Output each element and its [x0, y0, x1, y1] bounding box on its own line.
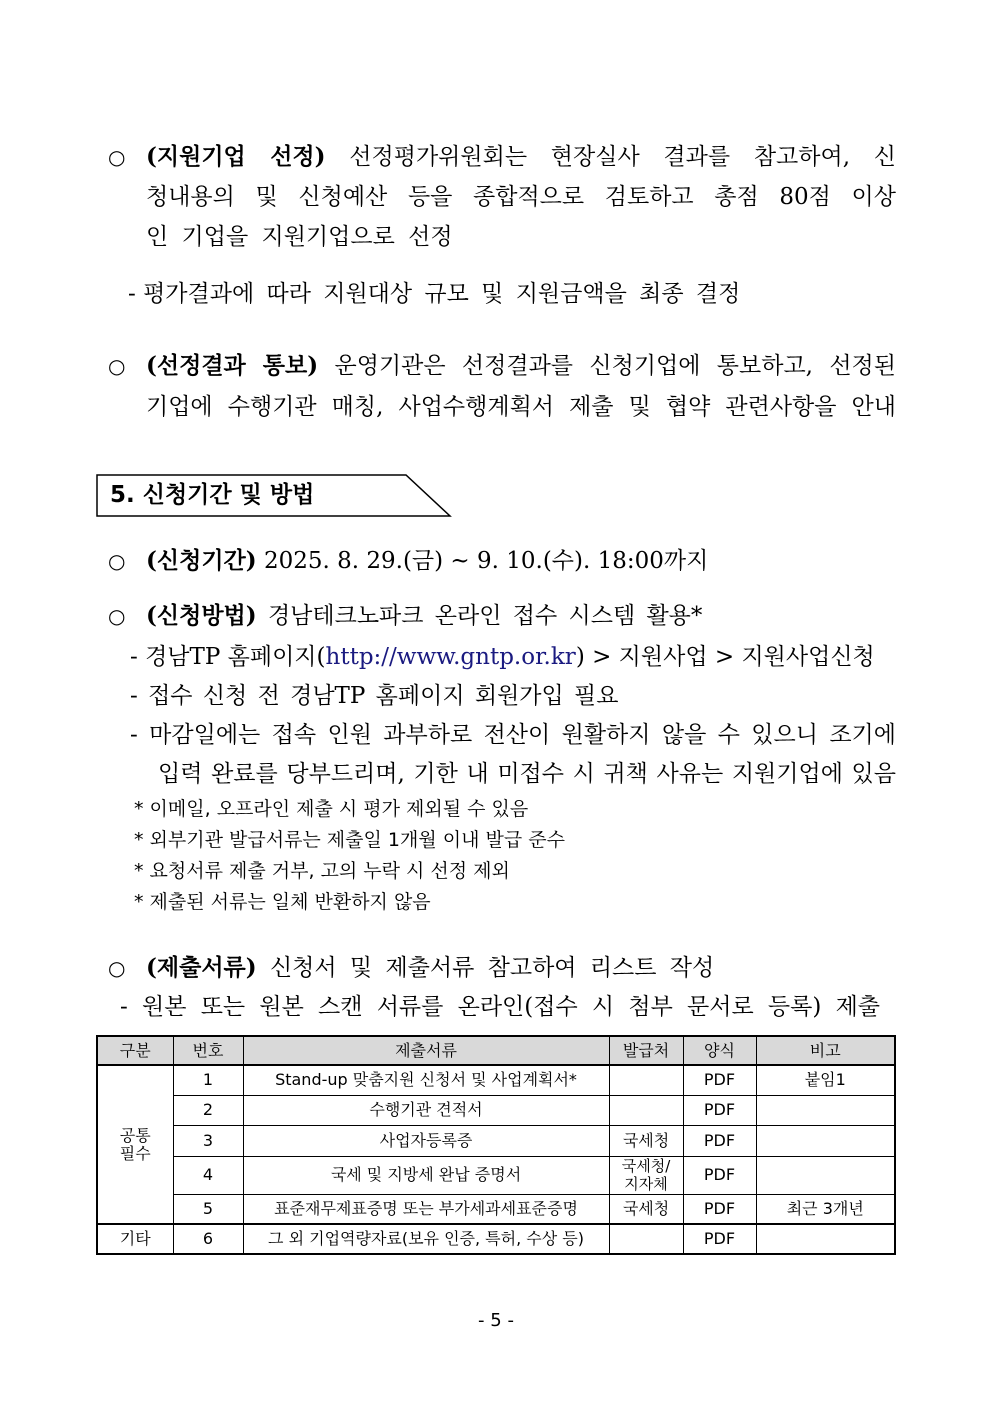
docs-sub1	[120, 993, 880, 1021]
method-sub2-text: 접수 신청 전 경남TP 홈페이지 회원가입 필요	[148, 683, 619, 709]
p1-text: 선정평가위원회는 현장실사 결과를 참고하여, 신	[349, 144, 896, 170]
cell-document: 표준재무제표증명 또는 부가세과세표준증명	[243, 1194, 609, 1224]
cell-form: PDF	[683, 1125, 756, 1156]
homepage-link[interactable]: http://www.gntp.or.kr	[325, 644, 576, 670]
header-document: 제출서류	[243, 1036, 609, 1065]
p1-label: (지원기업 선정)	[146, 143, 326, 170]
table-row	[97, 1065, 895, 1095]
p1-line2: 청내용의 및 신청예산 등을 종합적으로 검토하고 총점 80점 이상	[146, 184, 896, 210]
bullet-symbol: ○	[108, 354, 126, 378]
header-form: 양식	[683, 1036, 756, 1065]
docs-line	[146, 954, 714, 982]
header-category: 구분	[97, 1036, 173, 1065]
p2-label: (선정결과 통보)	[146, 352, 319, 379]
cell-form: PDF	[683, 1095, 756, 1125]
cell-number: 1	[173, 1065, 243, 1095]
note-1	[134, 797, 528, 821]
period-line	[146, 547, 708, 575]
method-sub3-line1	[130, 721, 896, 749]
method-label: (신청방법)	[146, 602, 257, 629]
bullet-symbol: ○	[108, 956, 126, 980]
p1-line1	[146, 143, 896, 171]
issuer-line1: 국세청/	[621, 1157, 671, 1175]
cell-remark: 최근 3개년	[756, 1194, 895, 1224]
method-sub3-text1: 마감일에는 접속 인원 과부하로 전산이 원활하지 않을 수 있으니 조기에	[149, 722, 896, 748]
header-remark: 비고	[756, 1036, 895, 1065]
p1-line3: 인 기업을 지원기업으로 선정	[146, 224, 453, 250]
documents-table	[96, 1035, 896, 1255]
method-sub1	[130, 643, 875, 671]
cell-issuer: 국세청	[609, 1125, 683, 1156]
group-label-line2: 필수	[119, 1143, 151, 1163]
dash-symbol: -	[130, 683, 138, 709]
cell-document: 사업자등록증	[243, 1125, 609, 1156]
group-other: 기타	[97, 1224, 173, 1254]
period-text: 2025. 8. 29.(금) ~ 9. 10.(수). 18:00까지	[263, 548, 709, 574]
bullet-symbol: ○	[108, 604, 126, 628]
table-header-row	[97, 1036, 895, 1065]
table-row	[97, 1194, 895, 1224]
method-sub1-pre: 경남TP 홈페이지(	[145, 644, 326, 670]
p2-text: 운영기관은 선정결과를 신청기업에 통보하고, 선정된	[334, 353, 896, 379]
issuer-line2: 지자체	[624, 1175, 668, 1193]
dash-symbol: -	[130, 644, 138, 670]
cell-number: 5	[173, 1194, 243, 1224]
dash-symbol: -	[128, 281, 136, 307]
method-line	[146, 602, 702, 630]
note-2-text: 외부기관 발급서류는 제출일 1개월 이내 발급 준수	[149, 829, 565, 851]
note-symbol: *	[134, 860, 144, 882]
cell-issuer	[609, 1156, 683, 1194]
note-3-text: 요청서류 제출 거부, 고의 누락 시 선정 제외	[149, 860, 510, 882]
method-sub1-post: ) > 지원사업 > 지원사업신청	[575, 644, 875, 670]
cell-remark: 붙임1	[756, 1065, 895, 1095]
dash-symbol: -	[130, 722, 138, 748]
p1-sub1-text: 평가결과에 따라 지원대상 규모 및 지원금액을 최종 결정	[143, 281, 741, 307]
cell-form: PDF	[683, 1065, 756, 1095]
note-symbol: *	[134, 829, 144, 851]
docs-sub1-text: 원본 또는 원본 스캔 서류를 온라인(접수 시 첨부 문서로 등록) 제출	[142, 994, 881, 1020]
cell-remark	[756, 1224, 895, 1254]
cell-remark	[756, 1095, 895, 1125]
cell-remark	[756, 1125, 895, 1156]
docs-text: 신청서 및 제출서류 참고하여 리스트 작성	[269, 955, 715, 981]
bullet-symbol: ○	[108, 145, 126, 169]
header-issuer: 발급처	[609, 1036, 683, 1065]
table-row	[97, 1125, 895, 1156]
method-sub2	[130, 682, 618, 710]
cell-document: 국세 및 지방세 완납 증명서	[243, 1156, 609, 1194]
page-number: - 5 -	[478, 1310, 514, 1331]
cell-form: PDF	[683, 1224, 756, 1254]
cell-issuer	[609, 1224, 683, 1254]
cell-form: PDF	[683, 1156, 756, 1194]
cell-document: 수행기관 견적서	[243, 1095, 609, 1125]
table-row	[97, 1224, 895, 1254]
note-4-text: 제출된 서류는 일체 반환하지 않음	[149, 891, 431, 913]
dash-symbol: -	[120, 994, 128, 1020]
note-2	[134, 828, 565, 852]
note-3	[134, 859, 510, 883]
method-sub3-line2: 입력 완료를 당부드리며, 기한 내 미접수 시 귀책 사유는 지원기업에 있음	[158, 761, 896, 787]
note-symbol: *	[134, 798, 144, 820]
table-row	[97, 1095, 895, 1125]
header-number: 번호	[173, 1036, 243, 1065]
cell-document: 그 외 기업역량자료(보유 인증, 특허, 수상 등)	[243, 1224, 609, 1254]
table-row	[97, 1156, 895, 1194]
p2-line2: 기업에 수행기관 매칭, 사업수행계획서 제출 및 협약 관련사항을 안내	[146, 394, 896, 420]
note-4	[134, 890, 431, 914]
cell-remark	[756, 1156, 895, 1194]
period-label: (신청기간)	[146, 547, 257, 574]
section-header	[96, 474, 450, 516]
cell-issuer: 국세청	[609, 1194, 683, 1224]
cell-issuer	[609, 1095, 683, 1125]
bullet-symbol: ○	[108, 549, 126, 573]
note-1-text: 이메일, 오프라인 제출 시 평가 제외될 수 있음	[149, 798, 529, 820]
cell-number: 4	[173, 1156, 243, 1194]
section-title: 5. 신청기간 및 방법	[110, 482, 315, 508]
note-symbol: *	[134, 891, 144, 913]
cell-number: 3	[173, 1125, 243, 1156]
p1-sub1	[128, 280, 740, 308]
method-text: 경남테크노파크 온라인 접수 시스템 활용*	[267, 603, 703, 629]
docs-label: (제출서류)	[146, 954, 257, 981]
group-common-required	[97, 1065, 173, 1224]
cell-issuer	[609, 1065, 683, 1095]
p2-line1	[146, 352, 896, 380]
cell-document: Stand-up 맞춤지원 신청서 및 사업계획서*	[243, 1065, 609, 1095]
group-label-line1: 공통	[119, 1125, 151, 1145]
cell-form: PDF	[683, 1194, 756, 1224]
cell-number: 2	[173, 1095, 243, 1125]
cell-number: 6	[173, 1224, 243, 1254]
